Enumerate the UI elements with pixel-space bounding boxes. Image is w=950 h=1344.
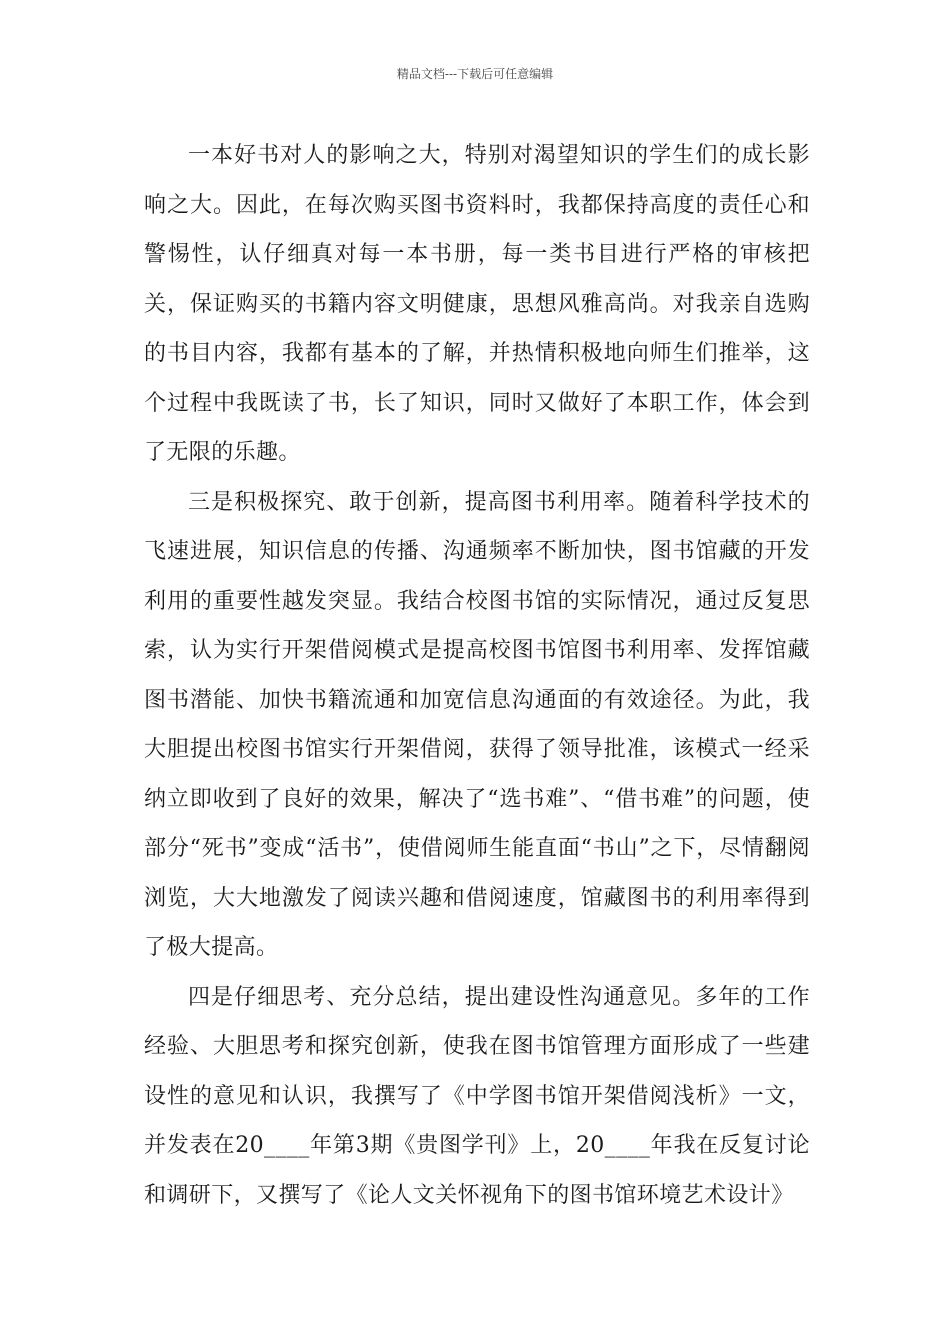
page-header: 精品文档---下载后可任意编辑 <box>396 67 554 81</box>
paragraph-open-shelf-lending: 三是积极探究、敢于创新，提高图书利用率。随着科学技术的飞速进展，知识信息的传播、沟通频率不断加快，图书馆藏的开发利用的重要性越发突显。我结合校图书馆的实际情况，通过反复思索，认为实行开架借阅模式是提高校图书馆图书利用率、发挥馆藏图书潜能、加快书籍流通和加宽信息沟通面的有效途径。为此，我大胆提出校图书馆实行开架借阅，获得了领导批准，该模式一经采纳立即收到了良好的效果，解决了“选书难”、“借书难”的问题，使部分“死书”变成“活书”，使借阅师生能直面“书山”之下，尽情翻阅浏览，大大地激发了阅读兴趣和借阅速度，馆藏图书的利用率得到了极大提高。 <box>144 489 810 960</box>
paragraph-book-influence: 一本好书对人的影响之大，特别对渴望知识的学生们的成长影响之大。因此，在每次购买图书资料时，我都保持高度的责任心和警惕性，认仔细真对每一本书册，每一类书目进行严格的审核把关，保证购买的书籍内容文明健康，思想风雅高尚。对我亲自选购的书目内容，我都有基本的了解，并热情积极地向师生们推举，这个过程中我既读了书，长了知识，同时又做好了本职工作，体会到了无限的乐趣。 <box>144 143 810 465</box>
paragraph-constructive-suggestions: 四是仔细思考、充分总结，提出建设性沟通意见。多年的工作经验、大胆思考和探究创新，使我在图书馆管理方面形成了一些建设性的意见和认识，我撰写了《中学图书馆开架借阅浅析》一文，并发表在20____年第3期《贵图学刊》上，20____年我在反复讨论和调研下，又撰写了《论人文关怀视角下的图书馆环境艺术设计》 <box>144 984 810 1208</box>
body-text <box>144 131 810 1220</box>
